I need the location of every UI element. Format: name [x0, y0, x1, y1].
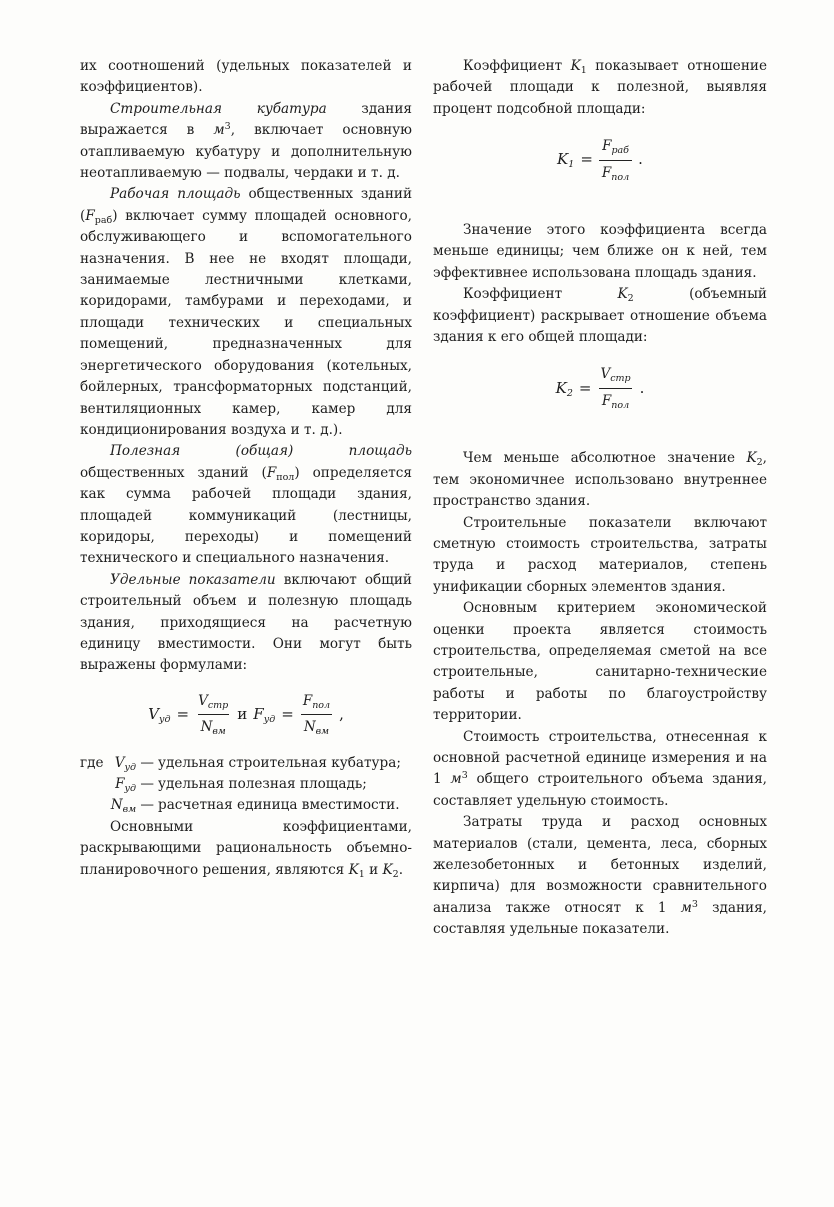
subscript: 2 — [756, 457, 763, 469]
formula-lhs: $F_{уд}$ — [253, 704, 276, 725]
definition-lead — [80, 774, 102, 795]
definition-lead: где — [80, 754, 104, 771]
definition-text: удельная полезная площадь; — [158, 776, 367, 792]
equals-sign: = — [176, 704, 190, 723]
equals-sign: = — [281, 704, 294, 723]
formula-k2 — [433, 364, 767, 412]
paragraph — [80, 441, 412, 569]
text: ) включает сумму площадей основного, обслуживающего и вспомогательного назначения. В нее не входят площади, занимаемые лестничными клетками, коридорами, тамбурами и переходами, и площади технических и специальных помещений, предназначенных для энергетического оборудования (котельных, бойлерных, трансформаторных подстанций, вентиляционных камер, камер для кондиционирования воздуха и т. д.). — [80, 207, 412, 438]
definition-symbol: $F_{уд}$ — — [115, 776, 154, 794]
paragraph — [80, 570, 412, 677]
superscript: 3 — [224, 121, 231, 133]
text: Коэффициент — [463, 58, 571, 74]
subscript: 2 — [627, 293, 634, 305]
definition-text: расчетная единица вместимости. — [158, 797, 400, 814]
paragraph — [433, 812, 767, 940]
text: и — [364, 861, 383, 878]
text: , тем экономичнее использовано внутреннее пространство здания. — [433, 450, 767, 510]
definition-text: удельная строительная кубатура; — [158, 754, 401, 771]
right-column — [433, 56, 767, 941]
text: здания выражается в — [80, 100, 413, 139]
text: Строительные показатели включают сметную стоимость строительства, затраты труда и расход материалов, степень унификации сборных элементов здания. — [433, 514, 767, 595]
paragraph — [433, 56, 767, 120]
text: Чем меньше абсолютное значение — [463, 450, 747, 467]
symbol: F — [266, 464, 277, 481]
text: Основными коэффициентами, раскрывающими рациональность объемно-планировочного решения, являются — [80, 818, 412, 878]
formula-k1 — [433, 136, 767, 184]
unit: м — [213, 122, 225, 139]
unit: м — [680, 899, 692, 916]
definition-row — [80, 774, 412, 795]
equals-sign: = — [580, 150, 593, 169]
term: Полезная (общая) площадь — [110, 443, 412, 460]
definition-symbol: $V_{уд}$ — — [114, 754, 154, 773]
paragraph — [433, 598, 767, 726]
subscript: 1 — [580, 65, 587, 76]
definition-symbol: $N_{вм}$ — — [110, 797, 154, 816]
fraction: $\frac{V_{стр}}{N_{вм}}$ — [198, 692, 229, 738]
text: , включает основную отапливаемую кубатуру и дополнительную неотапливаемую — подвалы, чердаки и т. д. — [80, 122, 412, 182]
symbol: K — [348, 861, 359, 878]
text: общего строительного объема здания, составляет удельную стоимость. — [433, 771, 767, 809]
term: Удельные показатели — [110, 571, 276, 588]
punctuation: , — [339, 704, 344, 723]
conjunction: и — [237, 704, 248, 723]
formula-specific — [80, 691, 412, 739]
symbol: F — [85, 207, 95, 224]
subscript: раб — [94, 214, 113, 226]
text: (объемный коэффициент) раскрывает отношение объема здания к его общей площади: — [433, 286, 767, 346]
text: общественных зданий ( — [80, 186, 413, 224]
formula-lhs: $K_1$ — [557, 150, 575, 171]
unit: м — [450, 771, 462, 788]
text: Основным критерием экономической оценки проекта является стоимость строительства, определяемая сметой на все строительные, санитарно-технические работы и работы по благоустройству территории. — [433, 600, 767, 724]
paragraph — [433, 284, 767, 348]
term: Строительная кубатура — [110, 100, 327, 117]
subscript: пол — [276, 471, 295, 483]
symbol: K — [746, 450, 757, 467]
text: их соотношений (удельных показателей и коэффициентов). — [80, 58, 412, 96]
paragraph — [433, 220, 767, 284]
text: Коэффициент — [463, 286, 618, 303]
symbol: K — [617, 286, 628, 303]
superscript: 3 — [691, 898, 698, 910]
text: включают общий строительный объем и полезную площадь здания, приходящиеся на расчетную единицу вместимости. Они могут быть выражены формулами: — [80, 571, 412, 674]
text: . — [398, 861, 404, 878]
fraction: $\frac{F_{раб}}{F_{пол}}$ — [599, 136, 632, 184]
fraction: $\frac{V_{стр}}{F_{пол}}$ — [600, 366, 631, 411]
paragraph — [80, 99, 412, 185]
text: показывает отношение рабочей площади к полезной, выявляя процент подсобной площади: — [433, 58, 767, 117]
paragraph — [433, 448, 767, 512]
subscript: 1 — [358, 868, 365, 880]
fraction: $\frac{F_{пол}}{N_{вм}}$ — [302, 692, 331, 738]
paragraph — [433, 513, 767, 599]
formula-lhs: $V_{уд}$ — [148, 704, 171, 725]
paragraph — [80, 184, 412, 441]
definition-row — [80, 795, 412, 816]
text: Значение этого коэффициента всегда меньше единицы; чем ближе он к ней, тем эффективнее использована площадь здания. — [433, 222, 767, 281]
paragraph — [80, 56, 412, 99]
text: Затраты труда и расход основных материалов (стали, цемента, леса, сборных железобетонных и бетонных изделий, кирпича) для возможности сравнительного анализа также относят к 1 — [433, 814, 767, 916]
equals-sign: = — [578, 378, 592, 397]
symbol: K — [382, 861, 393, 878]
text: здания, составляя удельные показатели. — [433, 899, 767, 938]
term: Рабочая площадь — [110, 186, 241, 203]
superscript: 3 — [461, 770, 468, 782]
formula-lhs: $K_2$ — [555, 378, 573, 399]
left-column — [80, 56, 412, 881]
symbol: K — [570, 58, 581, 74]
punctuation: . — [639, 378, 645, 397]
punctuation: . — [638, 150, 643, 169]
definition-lead — [80, 795, 102, 816]
paragraph — [433, 727, 767, 813]
definition-row — [80, 753, 412, 774]
subscript: 2 — [392, 868, 399, 880]
text: ) определяется как сумма рабочей площади здания, площадей коммуникаций (лестницы, коридоры, переходы) и помещений технического и специального назначения. — [80, 464, 412, 567]
text: Стоимость строительства, отнесенная к основной расчетной единице измерения и на 1 — [433, 728, 767, 788]
text: общественных зданий ( — [80, 464, 267, 481]
paragraph — [80, 817, 412, 881]
